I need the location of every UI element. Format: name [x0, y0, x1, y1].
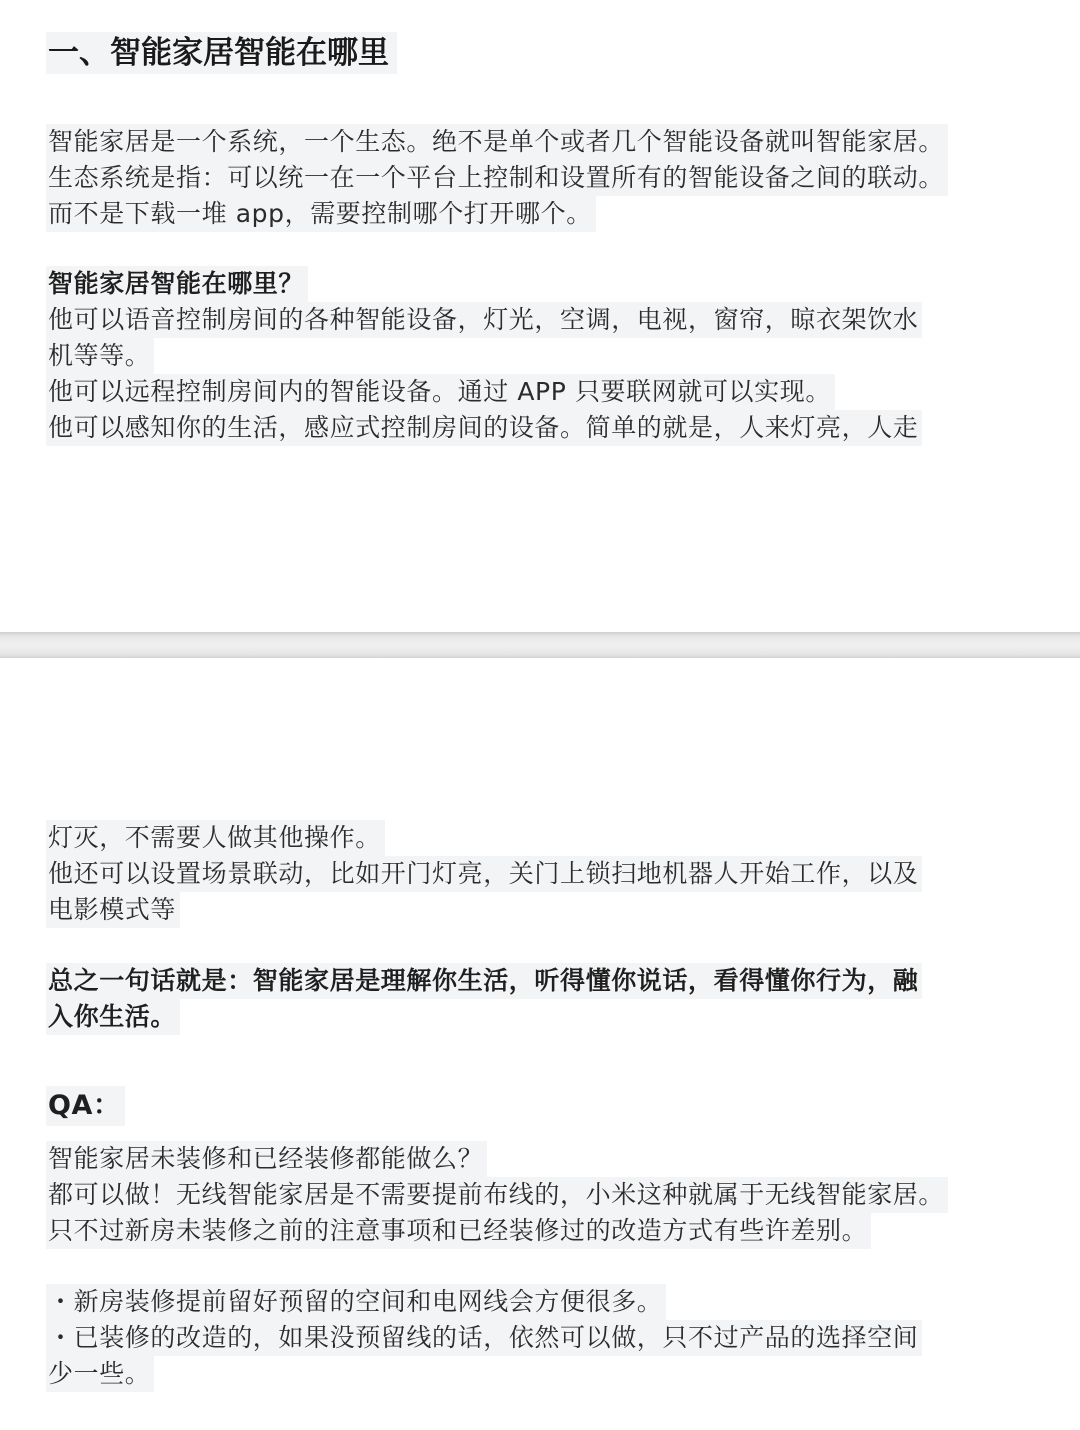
page-separator — [0, 632, 1080, 658]
paragraph-line: 他还可以设置场景联动，比如开门灯亮，关门上锁扫地机器人开始工作，以及 — [46, 856, 922, 892]
summary-line: 入你生活。 — [46, 999, 180, 1035]
paragraph-line: 智能家居是一个系统，一个生态。绝不是单个或者几个智能设备就叫智能家居。 — [46, 124, 948, 160]
bullet-item: 少一些。 — [46, 1356, 154, 1392]
section-heading: 一、智能家居智能在哪里 — [46, 32, 397, 74]
paragraph-line: 灯灭，不需要人做其他操作。 — [46, 820, 385, 856]
paragraph-line: 他可以远程控制房间内的智能设备。通过 APP 只要联网就可以实现。 — [46, 374, 835, 410]
qa-line: 都可以做！无线智能家居是不需要提前布线的，小米这种就属于无线智能家居。 — [46, 1177, 948, 1213]
paragraph-line: 他可以感知你的生活，感应式控制房间的设备。简单的就是，人来灯亮，人走 — [46, 410, 922, 446]
subheading: 智能家居智能在哪里？ — [46, 266, 308, 302]
qa-label: QA： — [46, 1086, 125, 1126]
qa-line: 智能家居未装修和已经装修都能做么？ — [46, 1141, 487, 1177]
summary-line: 总之一句话就是：智能家居是理解你生活，听得懂你说话，看得懂你行为，融 — [46, 963, 922, 999]
paragraph-line: 生态系统是指：可以统一在一个平台上控制和设置所有的智能设备之间的联动。 — [46, 160, 948, 196]
qa-line: 只不过新房未装修之前的注意事项和已经装修过的改造方式有些许差别。 — [46, 1213, 871, 1249]
bullet-item: ・已装修的改造的，如果没预留线的话，依然可以做，只不过产品的选择空间 — [46, 1320, 922, 1356]
document-page-1 — [0, 0, 1080, 632]
paragraph-line: 而不是下载一堆 app，需要控制哪个打开哪个。 — [46, 196, 596, 232]
paragraph-line: 电影模式等 — [46, 892, 180, 928]
bullet-item: ・新房装修提前留好预留的空间和电网线会方便很多。 — [46, 1284, 666, 1320]
document-page-2 — [0, 658, 1080, 1430]
paragraph-line: 机等等。 — [46, 338, 154, 374]
paragraph-line: 他可以语音控制房间的各种智能设备，灯光，空调，电视，窗帘，晾衣架饮水 — [46, 302, 922, 338]
